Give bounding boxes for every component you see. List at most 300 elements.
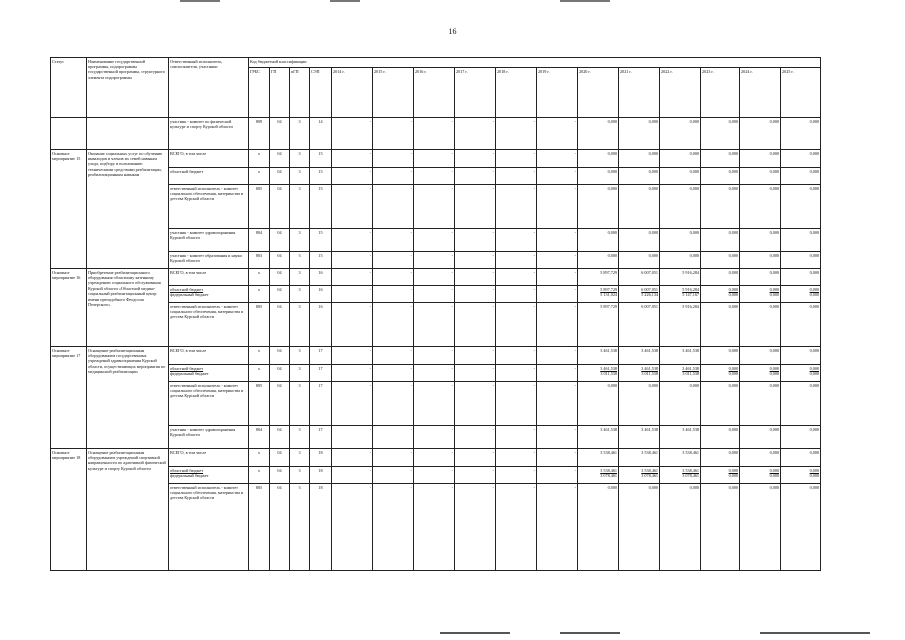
row-empty-year: - xyxy=(455,484,496,571)
value-line: 3 538,461 xyxy=(682,467,699,473)
row-executor: участник - комитет по физической культуре и спорту Курской области xyxy=(169,118,249,150)
row-empty-year: - xyxy=(537,382,578,426)
row-grbs: х xyxy=(249,168,270,185)
row-empty-year: - xyxy=(496,382,537,426)
row-value-2025: 0,000 xyxy=(781,118,821,150)
value-line: 5 147,167 xyxy=(682,291,699,297)
row-gp: 04 xyxy=(270,150,290,168)
row-se: 16 xyxy=(310,269,332,286)
row-empty-year: - xyxy=(455,286,496,303)
value-line: 0,000 xyxy=(728,286,738,292)
row-gp: 04 xyxy=(270,252,290,269)
value-line: 0,000 xyxy=(728,467,738,473)
row-empty-year: - xyxy=(332,484,373,571)
row-executor xyxy=(169,365,249,382)
row-value-2023 xyxy=(701,286,740,303)
row-empty-year: - xyxy=(496,118,537,150)
row-empty-year: - xyxy=(496,347,537,365)
row-value-2025: 0,000 xyxy=(781,347,821,365)
header-year: 2021 г. xyxy=(619,68,660,118)
value-line: 3 011,538 xyxy=(641,370,658,376)
row-empty-year: - xyxy=(537,365,578,382)
row-name xyxy=(87,118,169,150)
row-empty-year: - xyxy=(414,365,455,382)
row-name: Оснащение реабилитационным оборудованием учреждений спортивной направленности по адаптивной физической культуре и спорту Курской области xyxy=(87,449,169,571)
row-value-2024: 0,000 xyxy=(740,252,781,269)
row-empty-year: - xyxy=(414,269,455,286)
row-value-2022: 3 461,538 xyxy=(660,426,701,449)
row-empty-year: - xyxy=(414,449,455,467)
row-value-2020: 5 897,729 xyxy=(578,303,619,347)
value-line: 0,000 xyxy=(769,286,779,292)
header-year: 2023 г. xyxy=(701,68,740,118)
row-value-2024: 0,000 xyxy=(740,382,781,426)
row-gp: 04 xyxy=(270,168,290,185)
row-empty-year: - xyxy=(373,467,414,484)
row-se: 18 xyxy=(310,484,332,571)
row-value-2020: 0,000 xyxy=(578,382,619,426)
row-value-2023: 0,000 xyxy=(701,118,740,150)
row-se: 18 xyxy=(310,449,332,467)
value-line: 0,000 xyxy=(728,370,738,376)
row-value-2025 xyxy=(781,286,821,303)
value-line: 6 007,051 xyxy=(641,286,658,292)
row-grbs: 804 xyxy=(249,229,270,252)
row-value-2021: 3 538,461 xyxy=(619,449,660,467)
row-pgp: 3 xyxy=(290,449,310,467)
row-executor: ответственный исполнитель - комитет социального обеспечения, материнства и детства Курской области xyxy=(169,382,249,426)
row-empty-year: - xyxy=(537,449,578,467)
row-value-2021: 0,000 xyxy=(619,229,660,252)
row-empty-year: - xyxy=(455,449,496,467)
table-row xyxy=(51,269,821,286)
row-empty-year: - xyxy=(455,168,496,185)
row-empty-year: - xyxy=(455,426,496,449)
row-value-2025: 0,000 xyxy=(781,484,821,571)
row-pgp: 3 xyxy=(290,252,310,269)
scan-bottom-mark xyxy=(760,632,870,634)
row-value-2022 xyxy=(660,467,701,484)
row-value-2022: 0,000 xyxy=(660,382,701,426)
row-executor-line: федеральный бюджет xyxy=(170,370,209,376)
row-value-2022: 0,000 xyxy=(660,150,701,168)
row-executor-line: федеральный бюджет xyxy=(170,291,209,297)
row-executor: областной бюджет xyxy=(169,168,249,185)
value-line: 0,000 xyxy=(809,365,820,371)
row-value-2025: 0,000 xyxy=(781,269,821,286)
row-value-2021: 0,000 xyxy=(619,118,660,150)
row-value-2023: 0,000 xyxy=(701,185,740,229)
row-empty-year: - xyxy=(332,150,373,168)
row-value-2022: 0,000 xyxy=(660,484,701,571)
row-empty-year: - xyxy=(373,347,414,365)
row-pgp: 3 xyxy=(290,426,310,449)
row-empty-year: - xyxy=(537,303,578,347)
row-gp: 04 xyxy=(270,229,290,252)
row-gp: 04 xyxy=(270,484,290,571)
row-empty-year: - xyxy=(455,303,496,347)
row-value-2021: 3 461,538 xyxy=(619,347,660,365)
row-value-2020 xyxy=(578,286,619,303)
row-gp: 04 xyxy=(270,382,290,426)
row-value-2023: 0,000 xyxy=(701,426,740,449)
row-pgp: 3 xyxy=(290,467,310,484)
row-value-2023: 0,000 xyxy=(701,484,740,571)
row-empty-year: - xyxy=(496,467,537,484)
header-year: 2025 г. xyxy=(781,68,821,118)
value-line: 0,000 xyxy=(769,370,779,376)
table-body xyxy=(51,118,821,571)
value-line: 3 078,461 xyxy=(600,472,617,478)
value-line: 3 461,538 xyxy=(600,365,617,371)
row-empty-year: - xyxy=(373,229,414,252)
row-pgp: 3 xyxy=(290,229,310,252)
row-empty-year: - xyxy=(455,150,496,168)
row-empty-year: - xyxy=(414,467,455,484)
row-empty-year: - xyxy=(332,168,373,185)
row-value-2024: 0,000 xyxy=(740,347,781,365)
row-value-2024: 0,000 xyxy=(740,484,781,571)
value-line: 3 078,461 xyxy=(682,472,699,478)
row-value-2024 xyxy=(740,286,781,303)
row-value-2022: 0,000 xyxy=(660,168,701,185)
row-empty-year: - xyxy=(496,185,537,229)
row-se: 17 xyxy=(310,365,332,382)
table-row xyxy=(51,449,821,467)
row-empty-year: - xyxy=(537,286,578,303)
row-empty-year: - xyxy=(332,252,373,269)
row-empty-year: - xyxy=(496,426,537,449)
value-line: 5 916,284 xyxy=(682,286,699,292)
row-grbs: х xyxy=(249,467,270,484)
row-empty-year: - xyxy=(455,382,496,426)
row-empty-year: - xyxy=(373,150,414,168)
row-value-2021: 0,000 xyxy=(619,252,660,269)
row-value-2025: 0,000 xyxy=(781,252,821,269)
row-value-2024 xyxy=(740,467,781,484)
row-pgp: 3 xyxy=(290,382,310,426)
row-empty-year: - xyxy=(537,150,578,168)
value-line: 5 226,134 xyxy=(641,291,658,297)
row-executor-line: федеральный бюджет xyxy=(170,472,209,478)
row-executor: участник - комитет здравоохранения Курской области xyxy=(169,426,249,449)
row-grbs: 805 xyxy=(249,382,270,426)
value-line: 3 078,461 xyxy=(641,472,658,478)
row-value-2021: 0,000 xyxy=(619,484,660,571)
row-value-2020: 3 461,538 xyxy=(578,347,619,365)
row-pgp: 3 xyxy=(290,347,310,365)
row-executor: ответственный исполнитель - комитет социального обеспечения, материнства и детства Курской области xyxy=(169,484,249,571)
row-value-2025: 0,000 xyxy=(781,303,821,347)
row-empty-year: - xyxy=(455,252,496,269)
row-empty-year: - xyxy=(332,229,373,252)
row-grbs: 805 xyxy=(249,303,270,347)
row-value-2020: 0,000 xyxy=(578,118,619,150)
header-year: 2022 г. xyxy=(660,68,701,118)
row-executor-line: областной бюджет xyxy=(170,467,204,473)
row-grbs: х xyxy=(249,347,270,365)
row-empty-year: - xyxy=(373,365,414,382)
row-value-2021: 6 007,051 xyxy=(619,303,660,347)
row-empty-year: - xyxy=(455,347,496,365)
row-value-2020: 3 538,461 xyxy=(578,449,619,467)
row-empty-year: - xyxy=(332,382,373,426)
row-executor xyxy=(169,467,249,484)
row-gp: 04 xyxy=(270,365,290,382)
row-gp: 04 xyxy=(270,118,290,150)
row-empty-year: - xyxy=(373,303,414,347)
value-line: 0,000 xyxy=(728,291,738,297)
row-empty-year: - xyxy=(537,347,578,365)
row-empty-year: - xyxy=(373,484,414,571)
row-empty-year: - xyxy=(414,150,455,168)
row-value-2021: 0,000 xyxy=(619,382,660,426)
row-value-2025 xyxy=(781,467,821,484)
row-empty-year: - xyxy=(496,303,537,347)
row-gp: 04 xyxy=(270,185,290,229)
row-value-2022: 5 916,284 xyxy=(660,269,701,286)
row-empty-year: - xyxy=(332,286,373,303)
row-gp: 04 xyxy=(270,269,290,286)
row-value-2021 xyxy=(619,286,660,303)
value-line: 0,000 xyxy=(809,370,820,376)
row-value-2020: 3 461,538 xyxy=(578,426,619,449)
row-grbs: х xyxy=(249,365,270,382)
row-value-2021: 0,000 xyxy=(619,185,660,229)
row-empty-year: - xyxy=(373,286,414,303)
row-gp: 04 xyxy=(270,286,290,303)
row-empty-year: - xyxy=(455,229,496,252)
value-line: 5 897,729 xyxy=(600,286,617,292)
scan-top-mark xyxy=(330,0,360,2)
row-empty-year: - xyxy=(332,185,373,229)
row-value-2023: 0,000 xyxy=(701,168,740,185)
row-empty-year: - xyxy=(496,484,537,571)
row-empty-year: - xyxy=(373,185,414,229)
row-gp: 04 xyxy=(270,347,290,365)
value-line: 0,000 xyxy=(728,365,738,371)
row-se: 15 xyxy=(310,150,332,168)
row-empty-year: - xyxy=(332,365,373,382)
budget-table xyxy=(50,57,821,571)
row-value-2025: 0,000 xyxy=(781,229,821,252)
header-year: 2024 г. xyxy=(740,68,781,118)
row-grbs: х xyxy=(249,286,270,303)
row-gp: 04 xyxy=(270,303,290,347)
row-value-2020: 5 897,729 xyxy=(578,269,619,286)
row-se: 18 xyxy=(310,467,332,484)
row-value-2023: 0,000 xyxy=(701,347,740,365)
row-executor: ВСЕГО, в том числе xyxy=(169,269,249,286)
row-pgp: 3 xyxy=(290,365,310,382)
header-year: 2016 г. xyxy=(414,68,455,118)
row-empty-year: - xyxy=(496,252,537,269)
row-value-2022 xyxy=(660,365,701,382)
row-empty-year: - xyxy=(373,382,414,426)
row-value-2023: 0,000 xyxy=(701,150,740,168)
header-year: 2015 г. xyxy=(373,68,414,118)
row-empty-year: - xyxy=(496,449,537,467)
header-year: 2018 г. xyxy=(496,68,537,118)
row-se: 15 xyxy=(310,229,332,252)
row-value-2020 xyxy=(578,365,619,382)
header-status: Статус xyxy=(51,58,87,118)
row-empty-year: - xyxy=(537,269,578,286)
row-value-2022: 3 461,538 xyxy=(660,347,701,365)
row-empty-year: - xyxy=(537,467,578,484)
row-grbs: 804 xyxy=(249,426,270,449)
row-empty-year: - xyxy=(455,467,496,484)
value-line: 0,000 xyxy=(728,472,738,478)
row-value-2023: 0,000 xyxy=(701,382,740,426)
scan-top-mark xyxy=(560,0,610,2)
row-empty-year: - xyxy=(537,426,578,449)
row-gp: 04 xyxy=(270,467,290,484)
row-value-2021 xyxy=(619,467,660,484)
row-empty-year: - xyxy=(537,484,578,571)
row-empty-year: - xyxy=(537,118,578,150)
header-grbs: ГРБС xyxy=(249,68,270,118)
scan-bottom-mark xyxy=(560,632,620,634)
row-executor xyxy=(169,286,249,303)
row-empty-year: - xyxy=(455,269,496,286)
row-empty-year: - xyxy=(332,467,373,484)
row-empty-year: - xyxy=(332,449,373,467)
value-line: 3 461,538 xyxy=(641,365,658,371)
value-line: 3 011,538 xyxy=(682,370,699,376)
row-value-2023: 0,000 xyxy=(701,449,740,467)
row-empty-year: - xyxy=(496,365,537,382)
header-budget-code: Код бюджетной классификации xyxy=(249,58,821,68)
row-empty-year: - xyxy=(332,426,373,449)
row-value-2023 xyxy=(701,467,740,484)
row-value-2023: 0,000 xyxy=(701,252,740,269)
row-empty-year: - xyxy=(496,229,537,252)
row-empty-year: - xyxy=(537,252,578,269)
value-line: 0,000 xyxy=(769,467,779,473)
row-value-2025: 0,000 xyxy=(781,426,821,449)
row-executor: ВСЕГО, в том числе xyxy=(169,150,249,168)
row-value-2024: 0,000 xyxy=(740,185,781,229)
row-value-2022: 5 916,284 xyxy=(660,303,701,347)
row-value-2024: 0,000 xyxy=(740,150,781,168)
row-empty-year: - xyxy=(496,168,537,185)
row-value-2025 xyxy=(781,365,821,382)
row-pgp: 3 xyxy=(290,185,310,229)
row-value-2021: 0,000 xyxy=(619,168,660,185)
row-se: 17 xyxy=(310,347,332,365)
row-empty-year: - xyxy=(455,185,496,229)
header-year: 2014 г. xyxy=(332,68,373,118)
scan-bottom-mark xyxy=(440,632,510,634)
row-value-2020: 0,000 xyxy=(578,150,619,168)
header-pgp: пГП xyxy=(290,68,310,118)
row-pgp: 3 xyxy=(290,269,310,286)
row-value-2025: 0,000 xyxy=(781,150,821,168)
row-value-2024: 0,000 xyxy=(740,168,781,185)
row-empty-year: - xyxy=(537,168,578,185)
row-value-2021: 6 007,051 xyxy=(619,269,660,286)
row-empty-year: - xyxy=(414,426,455,449)
row-executor: ответственный исполнитель - комитет социального обеспечения, материнства и детства Курской области xyxy=(169,303,249,347)
row-value-2023: 0,000 xyxy=(701,303,740,347)
table-row xyxy=(51,150,821,168)
row-executor: участник - комитет здравоохранения Курской области xyxy=(169,229,249,252)
row-status: Основное мероприятие 15 xyxy=(51,150,87,269)
value-line: 0,000 xyxy=(809,467,820,473)
row-se: 17 xyxy=(310,382,332,426)
row-empty-year: - xyxy=(537,229,578,252)
row-status: Основное мероприятие 17 xyxy=(51,347,87,449)
row-empty-year: - xyxy=(496,286,537,303)
row-name: Оказание социальных услуг по обучению инвалидов и членов их семей навыкам ухода, подбору и пользованию техническими средствами реабилитации, реабилитационным навыкам xyxy=(87,150,169,269)
value-line: 0,000 xyxy=(769,291,779,297)
row-status: Основное мероприятие 16 xyxy=(51,269,87,347)
row-grbs: 809 xyxy=(249,118,270,150)
row-empty-year: - xyxy=(373,269,414,286)
row-name: Приобретение реабилитационного оборудования областному казенному учреждению социального обслуживания Курской области «Областной медико-социальный реабилитационный центр имени преподобного Феодосия Печерского» xyxy=(87,269,169,347)
row-value-2025: 0,000 xyxy=(781,168,821,185)
scan-top-mark xyxy=(180,0,220,2)
row-empty-year: - xyxy=(373,168,414,185)
row-se: 14 xyxy=(310,118,332,150)
row-grbs: х xyxy=(249,449,270,467)
row-grbs: 803 xyxy=(249,252,270,269)
row-pgp: 3 xyxy=(290,150,310,168)
value-line: 0,000 xyxy=(769,472,779,478)
row-status xyxy=(51,118,87,150)
row-pgp: 3 xyxy=(290,303,310,347)
row-name: Оснащение реабилитационным оборудованием государственных учреждений здравоохранения Курской области, осуществляющих мероприятия по медицинской реабилитации xyxy=(87,347,169,449)
row-executor: ВСЕГО, в том числе xyxy=(169,449,249,467)
row-grbs: х xyxy=(249,269,270,286)
row-empty-year: - xyxy=(414,252,455,269)
row-gp: 04 xyxy=(270,449,290,467)
table-row xyxy=(51,347,821,365)
row-value-2022: 0,000 xyxy=(660,252,701,269)
header-name: Наименование государственной программы, подпрограммы государственной программы, структурного элемента подпрограммы xyxy=(87,58,169,118)
row-value-2024: 0,000 xyxy=(740,118,781,150)
row-empty-year: - xyxy=(414,484,455,571)
row-value-2022 xyxy=(660,286,701,303)
row-value-2023: 0,000 xyxy=(701,269,740,286)
row-value-2020: 0,000 xyxy=(578,168,619,185)
row-executor: участник - комитет образования и науки Курской области xyxy=(169,252,249,269)
row-value-2024: 0,000 xyxy=(740,229,781,252)
row-value-2020 xyxy=(578,467,619,484)
row-empty-year: - xyxy=(332,303,373,347)
header-gp: ГП xyxy=(270,68,290,118)
row-value-2022: 0,000 xyxy=(660,229,701,252)
row-executor: ответственный исполнитель - комитет социального обеспечения, материнства и детства Курской области xyxy=(169,185,249,229)
header-executor: Ответственный исполнитель, соисполнители, участники xyxy=(169,58,249,118)
row-value-2020: 0,000 xyxy=(578,185,619,229)
row-se: 16 xyxy=(310,303,332,347)
row-empty-year: - xyxy=(373,252,414,269)
row-value-2024: 0,000 xyxy=(740,303,781,347)
row-empty-year: - xyxy=(373,449,414,467)
row-empty-year: - xyxy=(414,303,455,347)
row-empty-year: - xyxy=(373,118,414,150)
row-value-2023 xyxy=(701,365,740,382)
page-number: 16 xyxy=(448,27,457,36)
row-empty-year: - xyxy=(332,118,373,150)
row-value-2024: 0,000 xyxy=(740,449,781,467)
row-executor-line: областной бюджет xyxy=(170,286,204,292)
row-grbs: 805 xyxy=(249,185,270,229)
row-empty-year: - xyxy=(414,168,455,185)
row-empty-year: - xyxy=(332,269,373,286)
